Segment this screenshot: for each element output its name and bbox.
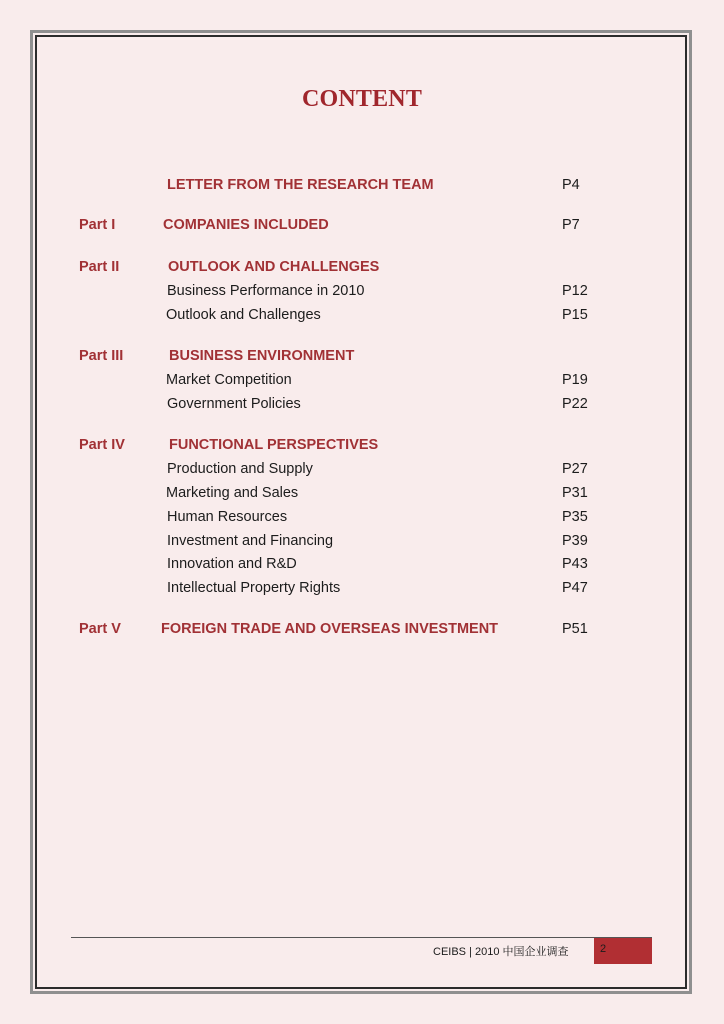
toc-part2-label[interactable]: OUTLOOK AND CHALLENGES [168, 259, 380, 275]
toc-part5-page: P51 [562, 621, 588, 637]
page-title: CONTENT [301, 86, 423, 112]
toc-item-page: P43 [562, 556, 588, 572]
toc-part4-number: Part IV [79, 437, 125, 453]
toc-item-label[interactable]: Market Competition [166, 372, 292, 388]
toc-part1-label[interactable]: COMPANIES INCLUDED [163, 217, 329, 233]
toc-item-page: P47 [562, 580, 588, 596]
toc-item-page: P12 [562, 283, 588, 299]
toc-item-page: P27 [562, 461, 588, 477]
page-number: 2 [600, 943, 607, 955]
footer-separator: | [469, 946, 472, 958]
toc-item-label[interactable]: Production and Supply [167, 461, 313, 477]
toc-part5-number: Part V [79, 621, 121, 637]
toc-item-page: P31 [562, 485, 588, 501]
toc-item-label[interactable]: Government Policies [167, 396, 301, 412]
toc-part4-label[interactable]: FUNCTIONAL PERSPECTIVES [169, 437, 379, 453]
toc-item-label[interactable]: Business Performance in 2010 [167, 283, 365, 299]
toc-item-page: P35 [562, 509, 588, 525]
toc-item-page: P19 [562, 372, 588, 388]
toc-part1-page: P7 [562, 217, 580, 233]
toc-item-label[interactable]: Investment and Financing [167, 533, 334, 549]
toc-item-page: P39 [562, 533, 588, 549]
toc-part1-number: Part I [79, 217, 116, 233]
toc-item-page: P15 [562, 307, 588, 323]
toc-letter-page: P4 [562, 177, 580, 193]
footer-survey: 2010 中国企业调查 [475, 946, 569, 958]
toc-item-page: P22 [562, 396, 588, 412]
toc-item-label[interactable]: Innovation and R&D [167, 556, 297, 572]
footer-text [433, 943, 569, 959]
toc-letter-label[interactable]: LETTER FROM THE RESEARCH TEAM [167, 177, 434, 193]
footer-org: CEIBS [433, 946, 467, 958]
toc-item-label[interactable]: Marketing and Sales [166, 485, 299, 501]
toc-part2-number: Part II [79, 259, 120, 275]
toc-part3-label[interactable]: BUSINESS ENVIRONMENT [169, 348, 355, 364]
toc-item-label[interactable]: Human Resources [167, 509, 288, 525]
toc-part3-number: Part III [79, 348, 124, 364]
toc-item-label[interactable]: Outlook and Challenges [166, 307, 321, 323]
footer-divider [71, 937, 652, 938]
toc-item-label[interactable]: Intellectual Property Rights [167, 580, 341, 596]
toc-part5-label[interactable]: FOREIGN TRADE AND OVERSEAS INVESTMENT [161, 621, 499, 637]
